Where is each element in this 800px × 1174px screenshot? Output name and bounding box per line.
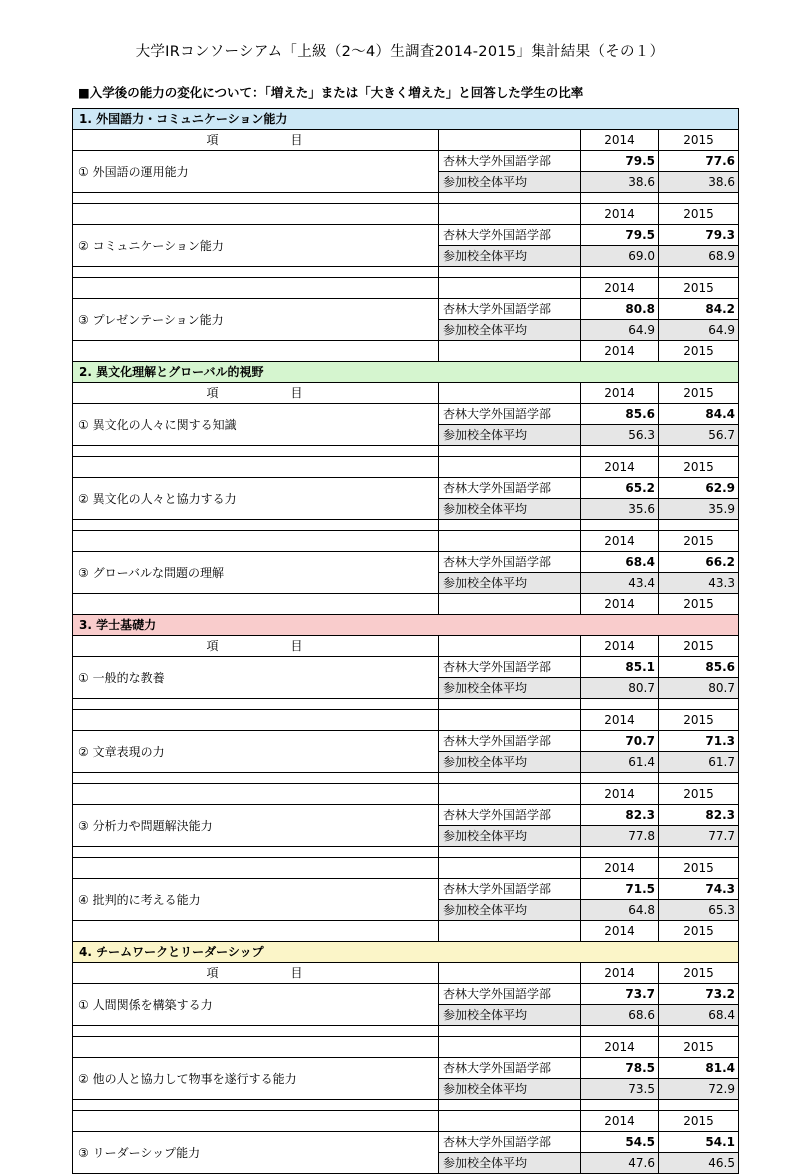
spacer-cell bbox=[659, 847, 739, 858]
spacer-row bbox=[73, 773, 739, 784]
spacer-cell bbox=[659, 267, 739, 278]
group-label-school: 杏林大学外国語学部 bbox=[439, 879, 581, 900]
section-title: 2. 異文化理解とグローバル的視野 bbox=[73, 362, 739, 383]
value-average-2014: 68.6 bbox=[581, 1005, 659, 1026]
value-school-2015: 71.3 bbox=[659, 731, 739, 752]
year-header-2014: 2014 bbox=[581, 636, 659, 657]
value-school-2015: 81.4 bbox=[659, 1058, 739, 1079]
value-school-2015: 73.2 bbox=[659, 984, 739, 1005]
year-label-2014: 2014 bbox=[581, 594, 659, 615]
year-label-2015: 2015 bbox=[659, 1037, 739, 1058]
year-label-2014: 2014 bbox=[581, 921, 659, 942]
blank-cell bbox=[73, 457, 439, 478]
blank-cell bbox=[73, 531, 439, 552]
year-label-2014: 2014 bbox=[581, 858, 659, 879]
value-average-2015: 68.9 bbox=[659, 246, 739, 267]
spacer-cell bbox=[73, 1026, 439, 1037]
group-label-school: 杏林大学外国語学部 bbox=[439, 805, 581, 826]
year-header-2014: 2014 bbox=[581, 383, 659, 404]
value-average-2015: 65.3 bbox=[659, 900, 739, 921]
value-school-2014: 70.7 bbox=[581, 731, 659, 752]
table-row bbox=[73, 404, 739, 425]
item-label: ③ リーダーシップ能力 bbox=[73, 1132, 439, 1174]
value-school-2014: 79.5 bbox=[581, 225, 659, 246]
column-header-blank bbox=[439, 383, 581, 404]
year-label-2014: 2014 bbox=[581, 1037, 659, 1058]
blank-cell bbox=[73, 204, 439, 225]
document-title: 大学IRコンソーシアム「上級（2〜4）生調査2014-2015」集計結果（その１） bbox=[135, 44, 665, 60]
group-label-school: 杏林大学外国語学部 bbox=[439, 151, 581, 172]
group-label-average: 参加校全体平均 bbox=[439, 425, 581, 446]
year-row bbox=[73, 710, 739, 731]
group-label-average: 参加校全体平均 bbox=[439, 573, 581, 594]
value-average-2015: 56.7 bbox=[659, 425, 739, 446]
year-label-2014: 2014 bbox=[581, 341, 659, 362]
value-average-2014: 69.0 bbox=[581, 246, 659, 267]
spacer-cell bbox=[581, 847, 659, 858]
year-row bbox=[73, 594, 739, 615]
value-average-2015: 77.7 bbox=[659, 826, 739, 847]
blank-cell bbox=[439, 457, 581, 478]
spacer-cell bbox=[581, 699, 659, 710]
spacer-cell bbox=[73, 520, 439, 531]
value-average-2014: 73.5 bbox=[581, 1079, 659, 1100]
table-header-row bbox=[73, 383, 739, 404]
value-school-2015: 77.6 bbox=[659, 151, 739, 172]
blank-cell bbox=[73, 594, 439, 615]
table-row bbox=[73, 731, 739, 752]
value-school-2014: 79.5 bbox=[581, 151, 659, 172]
group-label-school: 杏林大学外国語学部 bbox=[439, 404, 581, 425]
value-school-2014: 85.1 bbox=[581, 657, 659, 678]
table-row bbox=[73, 299, 739, 320]
year-label-2015: 2015 bbox=[659, 341, 739, 362]
year-header-2015: 2015 bbox=[659, 636, 739, 657]
value-school-2015: 85.6 bbox=[659, 657, 739, 678]
group-label-average: 参加校全体平均 bbox=[439, 752, 581, 773]
blank-cell bbox=[439, 1111, 581, 1132]
value-average-2014: 35.6 bbox=[581, 499, 659, 520]
year-header-2015: 2015 bbox=[659, 130, 739, 151]
year-row bbox=[73, 784, 739, 805]
value-school-2014: 85.6 bbox=[581, 404, 659, 425]
year-label-2015: 2015 bbox=[659, 858, 739, 879]
year-row bbox=[73, 204, 739, 225]
value-school-2014: 68.4 bbox=[581, 552, 659, 573]
value-school-2015: 74.3 bbox=[659, 879, 739, 900]
spacer-cell bbox=[73, 847, 439, 858]
value-school-2015: 66.2 bbox=[659, 552, 739, 573]
results-table bbox=[72, 108, 739, 1174]
blank-cell bbox=[439, 278, 581, 299]
spacer-row bbox=[73, 446, 739, 457]
group-label-school: 杏林大学外国語学部 bbox=[439, 657, 581, 678]
year-label-2015: 2015 bbox=[659, 204, 739, 225]
year-header-2014: 2014 bbox=[581, 130, 659, 151]
year-header-2014: 2014 bbox=[581, 963, 659, 984]
table-row bbox=[73, 657, 739, 678]
table-row bbox=[73, 552, 739, 573]
table-row bbox=[73, 225, 739, 246]
value-average-2015: 46.5 bbox=[659, 1153, 739, 1174]
year-label-2015: 2015 bbox=[659, 278, 739, 299]
year-label-2015: 2015 bbox=[659, 710, 739, 731]
blank-cell bbox=[73, 710, 439, 731]
value-school-2014: 82.3 bbox=[581, 805, 659, 826]
value-average-2014: 43.4 bbox=[581, 573, 659, 594]
spacer-cell bbox=[659, 1026, 739, 1037]
item-label: ① 一般的な教養 bbox=[73, 657, 439, 699]
table-row bbox=[73, 984, 739, 1005]
value-average-2014: 64.9 bbox=[581, 320, 659, 341]
year-label-2015: 2015 bbox=[659, 921, 739, 942]
column-header-item: 項 目 bbox=[73, 636, 439, 657]
item-label: ② 文章表現の力 bbox=[73, 731, 439, 773]
item-label: ① 外国語の運用能力 bbox=[73, 151, 439, 193]
year-header-2015: 2015 bbox=[659, 383, 739, 404]
spacer-cell bbox=[581, 446, 659, 457]
value-school-2015: 54.1 bbox=[659, 1132, 739, 1153]
spacer-cell bbox=[73, 699, 439, 710]
section-title-row bbox=[73, 615, 739, 636]
spacer-cell bbox=[439, 446, 581, 457]
value-school-2015: 79.3 bbox=[659, 225, 739, 246]
value-school-2014: 80.8 bbox=[581, 299, 659, 320]
group-label-school: 杏林大学外国語学部 bbox=[439, 552, 581, 573]
group-label-average: 参加校全体平均 bbox=[439, 900, 581, 921]
group-label-average: 参加校全体平均 bbox=[439, 1079, 581, 1100]
value-average-2015: 61.7 bbox=[659, 752, 739, 773]
value-school-2014: 65.2 bbox=[581, 478, 659, 499]
section-title-row bbox=[73, 362, 739, 383]
spacer-cell bbox=[439, 267, 581, 278]
group-label-average: 参加校全体平均 bbox=[439, 246, 581, 267]
spacer-cell bbox=[439, 1100, 581, 1111]
spacer-cell bbox=[659, 773, 739, 784]
value-average-2015: 80.7 bbox=[659, 678, 739, 699]
spacer-cell bbox=[73, 446, 439, 457]
spacer-cell bbox=[581, 267, 659, 278]
group-label-average: 参加校全体平均 bbox=[439, 1153, 581, 1174]
value-average-2015: 35.9 bbox=[659, 499, 739, 520]
year-label-2015: 2015 bbox=[659, 594, 739, 615]
value-average-2015: 68.4 bbox=[659, 1005, 739, 1026]
spacer-cell bbox=[581, 1026, 659, 1037]
group-label-school: 杏林大学外国語学部 bbox=[439, 731, 581, 752]
group-label-average: 参加校全体平均 bbox=[439, 172, 581, 193]
section-title: 4. チームワークとリーダーシップ bbox=[73, 942, 739, 963]
year-row bbox=[73, 278, 739, 299]
item-label: ② 異文化の人々と協力する力 bbox=[73, 478, 439, 520]
group-label-school: 杏林大学外国語学部 bbox=[439, 299, 581, 320]
group-label-school: 杏林大学外国語学部 bbox=[439, 984, 581, 1005]
spacer-cell bbox=[581, 520, 659, 531]
item-label: ② 他の人と協力して物事を遂行する能力 bbox=[73, 1058, 439, 1100]
year-row bbox=[73, 341, 739, 362]
blank-cell bbox=[73, 1037, 439, 1058]
document-subtitle: ■入学後の能力の変化について：「増えた」または「大きく増えた」と回答した学生の比率 bbox=[78, 85, 584, 100]
blank-cell bbox=[73, 341, 439, 362]
spacer-cell bbox=[439, 773, 581, 784]
value-school-2015: 62.9 bbox=[659, 478, 739, 499]
spacer-cell bbox=[581, 773, 659, 784]
blank-cell bbox=[73, 858, 439, 879]
section-title: 1. 外国語力・コミュニケーション能力 bbox=[73, 109, 739, 130]
item-label: ④ 批判的に考える能力 bbox=[73, 879, 439, 921]
section-title: 3. 学士基礎力 bbox=[73, 615, 739, 636]
spacer-cell bbox=[659, 193, 739, 204]
spacer-row bbox=[73, 520, 739, 531]
year-row bbox=[73, 921, 739, 942]
value-average-2014: 47.6 bbox=[581, 1153, 659, 1174]
year-header-2015: 2015 bbox=[659, 963, 739, 984]
table-row bbox=[73, 478, 739, 499]
value-average-2014: 56.3 bbox=[581, 425, 659, 446]
value-school-2015: 84.4 bbox=[659, 404, 739, 425]
spacer-cell bbox=[439, 699, 581, 710]
year-label-2015: 2015 bbox=[659, 1111, 739, 1132]
year-label-2014: 2014 bbox=[581, 1111, 659, 1132]
year-label-2015: 2015 bbox=[659, 531, 739, 552]
value-average-2014: 38.6 bbox=[581, 172, 659, 193]
blank-cell bbox=[439, 594, 581, 615]
value-average-2014: 77.8 bbox=[581, 826, 659, 847]
group-label-school: 杏林大学外国語学部 bbox=[439, 1058, 581, 1079]
column-header-blank bbox=[439, 130, 581, 151]
spacer-row bbox=[73, 847, 739, 858]
value-average-2014: 61.4 bbox=[581, 752, 659, 773]
table-row bbox=[73, 151, 739, 172]
value-school-2014: 71.5 bbox=[581, 879, 659, 900]
value-average-2015: 38.6 bbox=[659, 172, 739, 193]
year-label-2014: 2014 bbox=[581, 457, 659, 478]
group-label-school: 杏林大学外国語学部 bbox=[439, 225, 581, 246]
spacer-cell bbox=[439, 1026, 581, 1037]
item-label: ③ 分析力や問題解決能力 bbox=[73, 805, 439, 847]
column-header-blank bbox=[439, 636, 581, 657]
value-average-2014: 80.7 bbox=[581, 678, 659, 699]
value-school-2014: 78.5 bbox=[581, 1058, 659, 1079]
value-school-2014: 73.7 bbox=[581, 984, 659, 1005]
spacer-cell bbox=[659, 520, 739, 531]
year-label-2014: 2014 bbox=[581, 204, 659, 225]
blank-cell bbox=[439, 710, 581, 731]
column-header-item: 項 目 bbox=[73, 383, 439, 404]
value-average-2015: 43.3 bbox=[659, 573, 739, 594]
table-header-row bbox=[73, 963, 739, 984]
value-school-2015: 84.2 bbox=[659, 299, 739, 320]
column-header-blank bbox=[439, 963, 581, 984]
group-label-average: 参加校全体平均 bbox=[439, 1005, 581, 1026]
spacer-cell bbox=[581, 1100, 659, 1111]
table-row bbox=[73, 879, 739, 900]
item-label: ③ グローバルな問題の理解 bbox=[73, 552, 439, 594]
table-row bbox=[73, 805, 739, 826]
group-label-school: 杏林大学外国語学部 bbox=[439, 1132, 581, 1153]
spacer-cell bbox=[73, 1100, 439, 1111]
item-label: ① 人間関係を構築する力 bbox=[73, 984, 439, 1026]
spacer-cell bbox=[439, 520, 581, 531]
value-average-2015: 72.9 bbox=[659, 1079, 739, 1100]
value-average-2014: 64.8 bbox=[581, 900, 659, 921]
year-label-2015: 2015 bbox=[659, 457, 739, 478]
spacer-cell bbox=[439, 847, 581, 858]
spacer-row bbox=[73, 1026, 739, 1037]
value-average-2015: 64.9 bbox=[659, 320, 739, 341]
year-label-2014: 2014 bbox=[581, 531, 659, 552]
item-label: ② コミュニケーション能力 bbox=[73, 225, 439, 267]
year-row bbox=[73, 1111, 739, 1132]
year-row bbox=[73, 457, 739, 478]
spacer-row bbox=[73, 1100, 739, 1111]
group-label-average: 参加校全体平均 bbox=[439, 499, 581, 520]
blank-cell bbox=[439, 204, 581, 225]
spacer-cell bbox=[581, 193, 659, 204]
spacer-cell bbox=[659, 699, 739, 710]
spacer-row bbox=[73, 699, 739, 710]
blank-cell bbox=[439, 921, 581, 942]
value-school-2014: 54.5 bbox=[581, 1132, 659, 1153]
blank-cell bbox=[439, 341, 581, 362]
group-label-average: 参加校全体平均 bbox=[439, 320, 581, 341]
blank-cell bbox=[73, 784, 439, 805]
blank-cell bbox=[73, 278, 439, 299]
year-row bbox=[73, 531, 739, 552]
item-label: ③ プレゼンテーション能力 bbox=[73, 299, 439, 341]
column-header-item: 項 目 bbox=[73, 963, 439, 984]
table-row bbox=[73, 1058, 739, 1079]
table-row bbox=[73, 1132, 739, 1153]
year-row bbox=[73, 1037, 739, 1058]
year-label-2014: 2014 bbox=[581, 278, 659, 299]
group-label-average: 参加校全体平均 bbox=[439, 826, 581, 847]
column-header-item: 項 目 bbox=[73, 130, 439, 151]
spacer-cell bbox=[439, 193, 581, 204]
item-label: ① 異文化の人々に関する知識 bbox=[73, 404, 439, 446]
section-title-row bbox=[73, 942, 739, 963]
table-header-row bbox=[73, 636, 739, 657]
blank-cell bbox=[439, 784, 581, 805]
spacer-cell bbox=[73, 193, 439, 204]
year-label-2014: 2014 bbox=[581, 784, 659, 805]
year-row bbox=[73, 858, 739, 879]
spacer-cell bbox=[73, 267, 439, 278]
group-label-average: 参加校全体平均 bbox=[439, 678, 581, 699]
year-label-2015: 2015 bbox=[659, 784, 739, 805]
section-title-row bbox=[73, 109, 739, 130]
spacer-row bbox=[73, 193, 739, 204]
blank-cell bbox=[73, 1111, 439, 1132]
blank-cell bbox=[439, 1037, 581, 1058]
group-label-school: 杏林大学外国語学部 bbox=[439, 478, 581, 499]
blank-cell bbox=[439, 858, 581, 879]
year-label-2014: 2014 bbox=[581, 710, 659, 731]
table-header-row bbox=[73, 130, 739, 151]
blank-cell bbox=[439, 531, 581, 552]
spacer-cell bbox=[73, 773, 439, 784]
blank-cell bbox=[73, 921, 439, 942]
value-school-2015: 82.3 bbox=[659, 805, 739, 826]
spacer-row bbox=[73, 267, 739, 278]
spacer-cell bbox=[659, 1100, 739, 1111]
spacer-cell bbox=[659, 446, 739, 457]
